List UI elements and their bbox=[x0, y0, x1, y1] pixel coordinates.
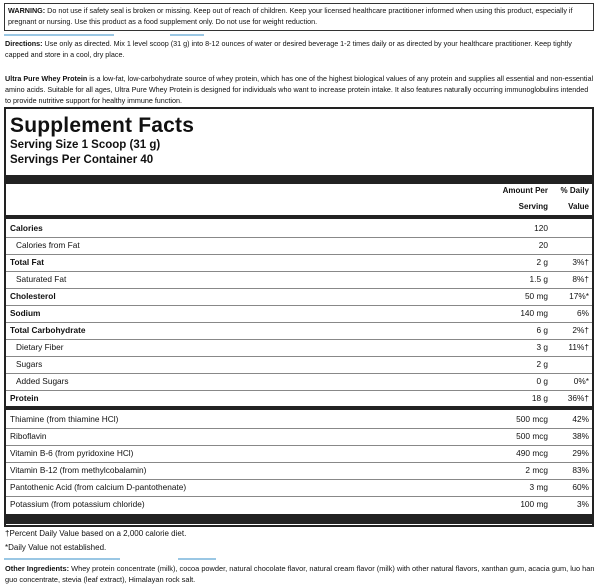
accent-underline bbox=[4, 34, 114, 36]
nutrient-row bbox=[6, 496, 592, 513]
nutrient-name: Calories bbox=[10, 223, 43, 233]
nutrient-row bbox=[6, 428, 592, 445]
nutrient-name: Added Sugars bbox=[16, 376, 69, 386]
header-daily-value bbox=[545, 183, 589, 215]
warning-label: WARNING: bbox=[8, 6, 46, 15]
nutrient-row bbox=[6, 288, 592, 305]
nutrient-name: Vitamin B-12 (from methylcobalamin) bbox=[10, 465, 147, 475]
divider-medium bbox=[6, 215, 592, 219]
nutrient-amount: 500 mcg bbox=[516, 414, 548, 424]
directions-text: Use only as directed. Mix 1 level scoop (31 g) into 8-12 ounces of water or desired beverage 1-2 times daily or as directed by your healthcare practitioner. Keep tightly capped and store in a cool, dry place. bbox=[5, 39, 572, 59]
product-name: Ultra Pure Whey Protein bbox=[5, 74, 88, 83]
nutrient-name: Dietary Fiber bbox=[16, 342, 64, 352]
nutrient-amount: 2 g bbox=[536, 257, 548, 267]
nutrient-row bbox=[6, 254, 592, 271]
header-amount-line1: Amount Per bbox=[502, 186, 548, 195]
description-text: is a low-fat, low-carbohydrate source of whey protein, which has one of the highest biological values of any protein and supplies all essential and non-essential amino acids. Suitable for all ages, Ultra Pure Whey Protein is designed for individuals who want to increase protein intake. It also features naturally occurring immunoglobulins intended to provide nutritive support for healthy immune function. bbox=[5, 74, 594, 105]
nutrient-daily-value: 8%† bbox=[572, 274, 589, 284]
nutrient-amount: 3 g bbox=[536, 342, 548, 352]
header-amount-line2: Serving bbox=[518, 202, 548, 211]
nutrient-name: Riboflavin bbox=[10, 431, 47, 441]
nutrient-daily-value: 60% bbox=[572, 482, 589, 492]
nutrient-amount: 1.5 g bbox=[529, 274, 548, 284]
nutrient-name: Potassium (from potassium chloride) bbox=[10, 499, 145, 509]
facts-title: Supplement Facts bbox=[10, 114, 195, 137]
nutrient-row bbox=[6, 237, 592, 254]
nutrient-daily-value: 36%† bbox=[567, 393, 589, 403]
servings-per-container: Servings Per Container 40 bbox=[10, 154, 154, 166]
nutrient-daily-value: 38% bbox=[572, 431, 589, 441]
nutrient-name: Saturated Fat bbox=[16, 274, 67, 284]
description-paragraph bbox=[5, 73, 595, 106]
nutrient-row bbox=[6, 305, 592, 322]
nutrient-row bbox=[6, 220, 592, 237]
nutrient-daily-value: 11%† bbox=[568, 342, 589, 352]
nutrient-daily-value: 3% bbox=[577, 499, 589, 509]
nutrient-amount: 140 mg bbox=[520, 308, 548, 318]
nutrient-name: Sodium bbox=[10, 308, 41, 318]
nutrient-name: Calories from Fat bbox=[16, 240, 80, 250]
nutrient-row bbox=[6, 479, 592, 496]
nutrient-daily-value: 83% bbox=[572, 465, 589, 475]
nutrient-name: Total Carbohydrate bbox=[10, 325, 86, 335]
accent-underline bbox=[178, 558, 216, 560]
nutrient-row bbox=[6, 356, 592, 373]
footnote-dv-not-established: *Daily Value not established. bbox=[5, 543, 107, 552]
directions-paragraph bbox=[5, 38, 595, 60]
nutrient-row bbox=[6, 462, 592, 479]
nutrient-amount: 3 mg bbox=[529, 482, 548, 492]
ingredients-paragraph bbox=[5, 563, 595, 585]
nutrient-amount: 2 g bbox=[536, 359, 548, 369]
nutrient-daily-value: 0%* bbox=[573, 376, 589, 386]
nutrient-row bbox=[6, 271, 592, 288]
nutrient-amount: 100 mg bbox=[520, 499, 548, 509]
nutrient-name: Vitamin B-6 (from pyridoxine HCl) bbox=[10, 448, 134, 458]
divider-thick-bottom bbox=[6, 514, 592, 524]
directions-label: Directions: bbox=[5, 39, 43, 48]
nutrient-amount: 50 mg bbox=[524, 291, 548, 301]
nutrient-amount: 500 mcg bbox=[516, 431, 548, 441]
nutrient-amount: 20 bbox=[538, 240, 548, 250]
nutrient-name: Cholesterol bbox=[10, 291, 56, 301]
nutrient-daily-value: 6% bbox=[577, 308, 589, 318]
nutrient-row bbox=[6, 339, 592, 356]
nutrient-amount: 0 g bbox=[536, 376, 548, 386]
nutrient-daily-value: 17%* bbox=[569, 291, 589, 301]
accent-underline bbox=[4, 558, 120, 560]
ingredients-label: Other Ingredients: bbox=[5, 564, 70, 573]
nutrient-row bbox=[6, 373, 592, 390]
nutrient-name: Total Fat bbox=[10, 257, 44, 267]
serving-size: Serving Size 1 Scoop (31 g) bbox=[10, 139, 161, 151]
nutrient-amount: 490 mcg bbox=[516, 448, 548, 458]
nutrient-daily-value: 42% bbox=[572, 414, 589, 424]
nutrient-amount: 2 mcg bbox=[525, 465, 548, 475]
nutrient-daily-value: 3%† bbox=[572, 257, 589, 267]
nutrient-amount: 6 g bbox=[536, 325, 548, 335]
header-dv-line2: Value bbox=[568, 202, 589, 211]
nutrient-name: Protein bbox=[10, 393, 39, 403]
nutrient-amount: 120 bbox=[534, 223, 548, 233]
accent-underline bbox=[170, 34, 204, 36]
footnote-percent-dv: †Percent Daily Value based on a 2,000 calorie diet. bbox=[5, 529, 187, 538]
supplement-facts-panel bbox=[4, 107, 594, 527]
nutrient-amount: 18 g bbox=[531, 393, 548, 403]
nutrient-row bbox=[6, 390, 592, 407]
nutrient-daily-value: 29% bbox=[572, 448, 589, 458]
header-amount bbox=[478, 183, 548, 215]
nutrient-name: Pantothenic Acid (from calcium D-pantothenate) bbox=[10, 482, 187, 492]
nutrient-name: Sugars bbox=[16, 359, 43, 369]
warning-text: Do not use if safety seal is broken or missing. Keep out of reach of children. Keep your licensed healthcare practitioner informed when using this product, especially if pregnant or nursing. Use this product as a food supplement only. Do not use for weight reduction. bbox=[8, 6, 573, 26]
nutrient-daily-value: 2%† bbox=[572, 325, 589, 335]
ingredients-text: Whey protein concentrate (milk), cocoa powder, natural chocolate flavor, natural cream flavor (milk) with other natural flavors, xanthan gum, acacia gum, luo han guo concentrate, stevia (leaf extract), Himalayan rock salt. bbox=[5, 564, 595, 584]
nutrient-row bbox=[6, 322, 592, 339]
nutrient-name: Thiamine (from thiamine HCl) bbox=[10, 414, 119, 424]
nutrient-row bbox=[6, 411, 592, 428]
header-dv-line1: % Daily bbox=[560, 186, 589, 195]
warning-box bbox=[4, 3, 594, 31]
nutrient-row bbox=[6, 445, 592, 462]
